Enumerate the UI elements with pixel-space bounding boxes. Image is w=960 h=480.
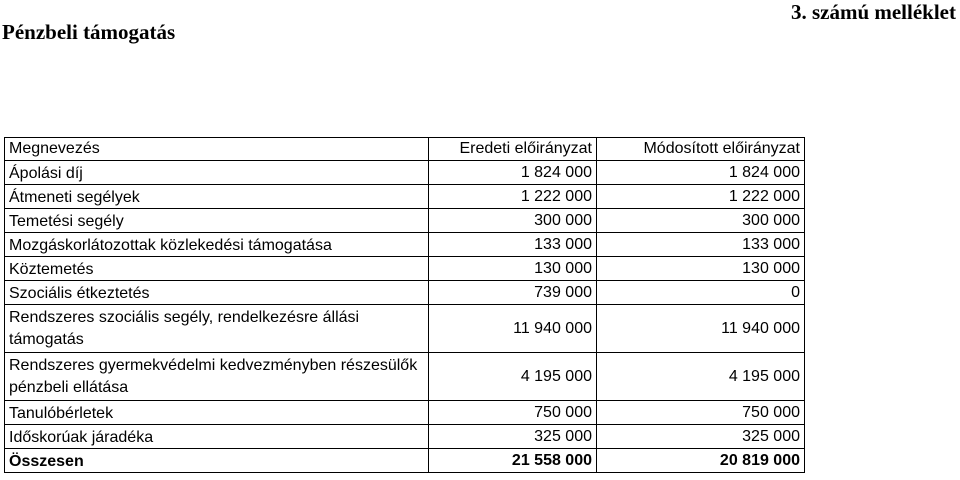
row-name: Ápolási díj [5, 161, 429, 185]
row-modified: 1 222 000 [597, 185, 805, 209]
row-name: Rendszeres szociális segély, rendelkezésre állási támogatás [5, 305, 429, 353]
total-name: Összesen [5, 449, 429, 473]
row-original: 133 000 [429, 233, 597, 257]
row-original: 130 000 [429, 257, 597, 281]
row-modified: 4 195 000 [597, 353, 805, 401]
column-header-name: Megnevezés [5, 138, 429, 161]
row-original: 1 824 000 [429, 161, 597, 185]
row-original: 300 000 [429, 209, 597, 233]
column-header-modified: Módosított előirányzat [597, 138, 805, 161]
row-name: Mozgáskorlátozottak közlekedési támogatása [5, 233, 429, 257]
row-modified: 0 [597, 281, 805, 305]
row-modified: 325 000 [597, 425, 805, 449]
table-row [5, 233, 805, 257]
budget-table [4, 137, 805, 473]
row-original: 11 940 000 [429, 305, 597, 353]
row-modified: 11 940 000 [597, 305, 805, 353]
row-modified: 750 000 [597, 401, 805, 425]
row-original: 750 000 [429, 401, 597, 425]
column-header-original: Eredeti előirányzat [429, 138, 597, 161]
table-row [5, 401, 805, 425]
annex-label: 3. számú melléklet [790, 0, 956, 24]
row-modified: 300 000 [597, 209, 805, 233]
row-name: Szociális étkeztetés [5, 281, 429, 305]
table-row [5, 209, 805, 233]
row-original: 739 000 [429, 281, 597, 305]
table-total-row [5, 449, 805, 473]
table-row [5, 353, 805, 401]
table-row [5, 425, 805, 449]
total-original: 21 558 000 [429, 449, 597, 473]
table-row [5, 257, 805, 281]
row-modified: 133 000 [597, 233, 805, 257]
table-row [5, 185, 805, 209]
table-header-row [5, 138, 805, 161]
total-modified: 20 819 000 [597, 449, 805, 473]
page-title: Pénzbeli támogatás [2, 20, 176, 44]
row-name: Időskorúak járadéka [5, 425, 429, 449]
row-original: 325 000 [429, 425, 597, 449]
row-name: Tanulóbérletek [5, 401, 429, 425]
table-row [5, 305, 805, 353]
row-modified: 1 824 000 [597, 161, 805, 185]
row-original: 4 195 000 [429, 353, 597, 401]
row-modified: 130 000 [597, 257, 805, 281]
table-row [5, 161, 805, 185]
row-original: 1 222 000 [429, 185, 597, 209]
row-name: Köztemetés [5, 257, 429, 281]
table-row [5, 281, 805, 305]
row-name: Átmeneti segélyek [5, 185, 429, 209]
row-name: Rendszeres gyermekvédelmi kedvezményben részesülők pénzbeli ellátása [5, 353, 429, 401]
row-name: Temetési segély [5, 209, 429, 233]
